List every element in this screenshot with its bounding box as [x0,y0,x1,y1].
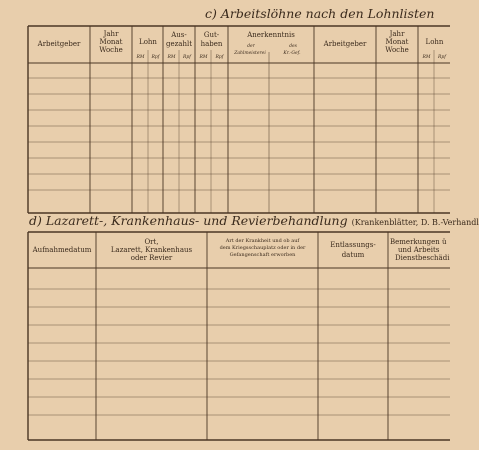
col-arbeitgeber: Arbeitgeber [37,40,81,48]
col-jahr-line2: Monat [99,38,123,46]
guthaben-rm-label: RM [199,55,208,60]
col-anerkenntnis-krgef: Kr.-Gef. [283,51,301,56]
col-jahr2-line2: Monat [385,38,409,46]
col-entlassung-line2: datum [341,251,365,259]
lohn2-rm-label: RM [422,55,431,60]
col-ausgezahlt-line1: Aus- [171,31,187,39]
ausgezahlt-rpf-label: Rpf [183,55,191,60]
lohn-rm-label: RM [136,55,145,60]
col-krankheit-line1: Art der Krankheit und ob auf [225,238,300,244]
col-anerkenntnis: Anerkenntnis [247,31,295,39]
col-anerkenntnis-zahlmeisterei: Zahlmeisterei [234,51,266,56]
ausgezahlt-rm-label: RM [167,55,176,60]
section-d-title [29,213,479,228]
col-entlassung-line1: Entlassungs- [330,241,376,249]
col-jahr2-line1: Jahr [389,30,405,38]
col-ort-line2: Lazarett, Krankenhaus [110,246,193,254]
lohn-rpf-label: Rpf [151,55,160,60]
col-guthaben-line1: Gut- [203,31,220,39]
section-c-title: c) Arbeitslöhne nach den Lohnlisten [205,6,435,21]
col-bemerkungen-line3: Dienstbeschädi [395,254,450,262]
col-krankheit-line3: Gefangenschaft erworben [229,252,296,258]
col-guthaben-line2: haben [200,40,223,48]
col-ort-line3: oder Revier [130,254,173,262]
section-d-title-text: d) Lazarett-, Krankenhaus- und Revierbehandlung [29,213,348,228]
col-jahr-line1: Jahr [103,30,119,38]
guthaben-rpf-label: Rpf [215,55,224,60]
col-jahr-line3: Woche [99,46,123,54]
col-lohn-2: Lohn [425,38,444,46]
col-anerkenntnis-des: des [289,44,297,49]
lohn2-rpf-label: Rpf [438,55,446,60]
col-ausgezahlt-line2: gezahlt [165,40,193,48]
col-arbeitgeber-2: Arbeitgeber [323,40,367,48]
col-lohn: Lohn [139,38,157,46]
col-krankheit-line2: dem Kriegsschauplatz oder in der [219,245,306,251]
col-ort-line1: Ort, [144,238,159,246]
col-jahr2-line3: Woche [385,46,409,54]
col-bemerkungen-line1: Bemerkungen ü [390,238,447,246]
section-d-title-note: (Krankenblätter, D. B.-Verhandl [351,218,479,227]
col-bemerkungen-line2: und Arbeits [398,246,440,254]
col-aufnahmedatum: Aufnahmedatum [32,246,92,254]
col-anerkenntnis-der: der [247,44,255,49]
